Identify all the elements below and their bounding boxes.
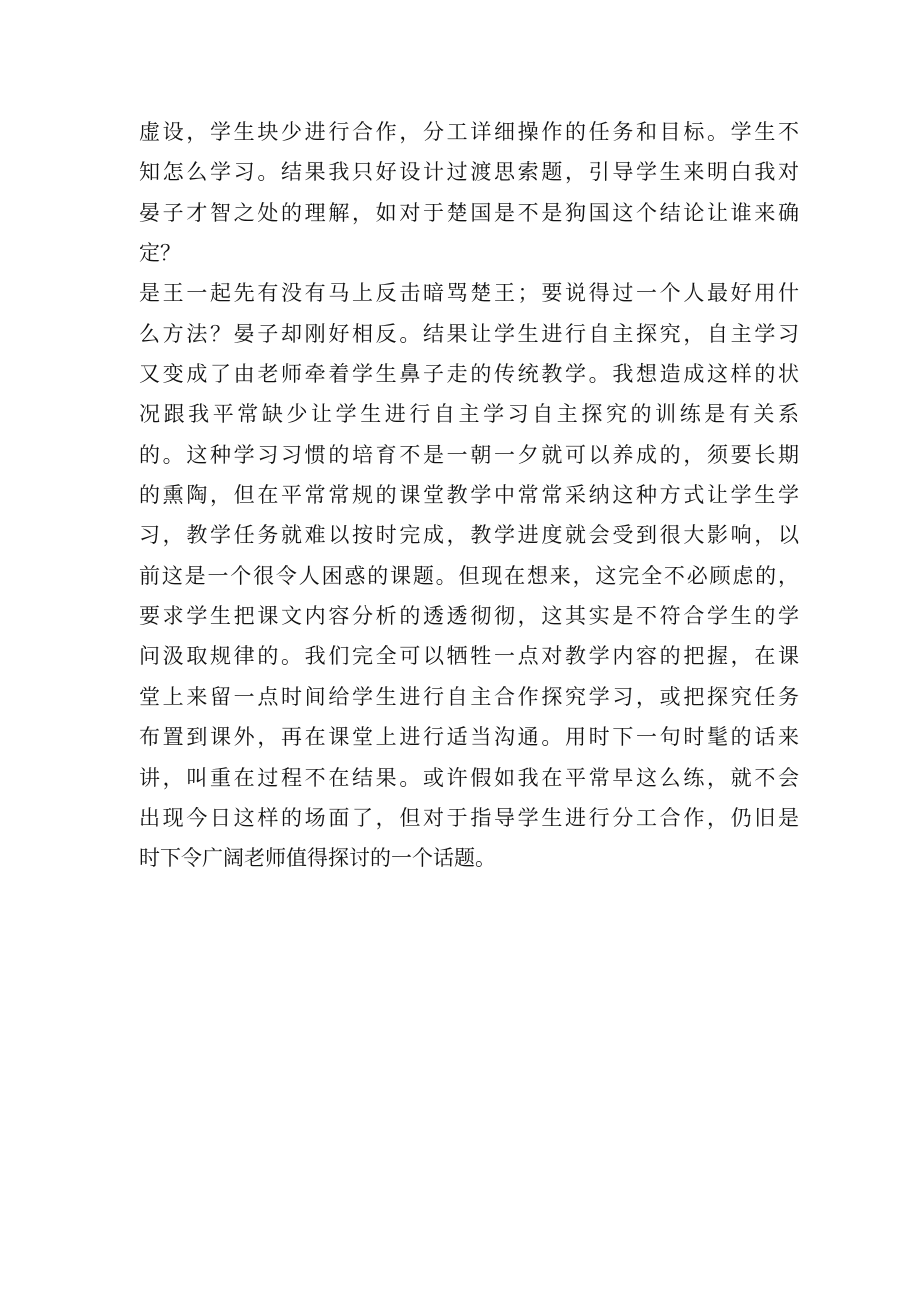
document-body bbox=[139, 112, 799, 879]
text-line: 习，教学任务就难以按时完成，教学进度就会受到很大影响，以 bbox=[139, 523, 799, 548]
text-line: 前这是一个很令人困惑的课题。但现在想来，这完全不必顾虑的， bbox=[139, 563, 799, 588]
text-line: 的。这种学习习惯的培育不是一朝一夕就可以养成的，须要长期 bbox=[139, 442, 799, 467]
text-line: 的熏陶，但在平常常规的课堂教学中常常采纳这种方式让学生学 bbox=[139, 483, 799, 508]
text-line: 知怎么学习。结果我只好设计过渡思索题，引导学生来明白我对 bbox=[139, 160, 799, 185]
text-line: 时下令广阔老师值得探讨的一个话题。 bbox=[139, 846, 496, 871]
text-line: 堂上来留一点时间给学生进行自主合作探究学习，或把探究任务 bbox=[139, 684, 799, 709]
text-line: 么方法？晏子却刚好相反。结果让学生进行自主探究，自主学习 bbox=[139, 321, 799, 346]
text-line: 布置到课外，再在课堂上进行适当沟通。用时下一句时髦的话来 bbox=[139, 725, 799, 750]
paragraph bbox=[139, 112, 799, 273]
text-line: 又变成了由老师牵着学生鼻子走的传统教学。我想造成这样的状 bbox=[139, 362, 799, 387]
text-line: 讲，叫重在过程不在结果。或许假如我在平常早这么练，就不会 bbox=[139, 765, 799, 790]
text-line: 要求学生把课文内容分析的透透彻彻，这其实是不符合学生的学 bbox=[139, 604, 799, 629]
text-line: 况跟我平常缺少让学生进行自主学习自主探究的训练是有关系 bbox=[139, 402, 799, 427]
text-line: 问汲取规律的。我们完全可以牺牲一点对教学内容的把握，在课 bbox=[139, 644, 799, 669]
paragraph bbox=[139, 273, 799, 878]
text-line: 定？ bbox=[139, 241, 181, 266]
text-line: 晏子才智之处的理解，如对于楚国是不是狗国这个结论让谁来确 bbox=[139, 200, 799, 225]
text-line: 是王一起先有没有马上反击暗骂楚王；要说得过一个人最好用什 bbox=[139, 281, 799, 306]
text-line: 出现今日这样的场面了，但对于指导学生进行分工合作，仍旧是 bbox=[139, 805, 799, 830]
text-line: 虚设，学生块少进行合作，分工详细操作的任务和目标。学生不 bbox=[139, 120, 799, 144]
